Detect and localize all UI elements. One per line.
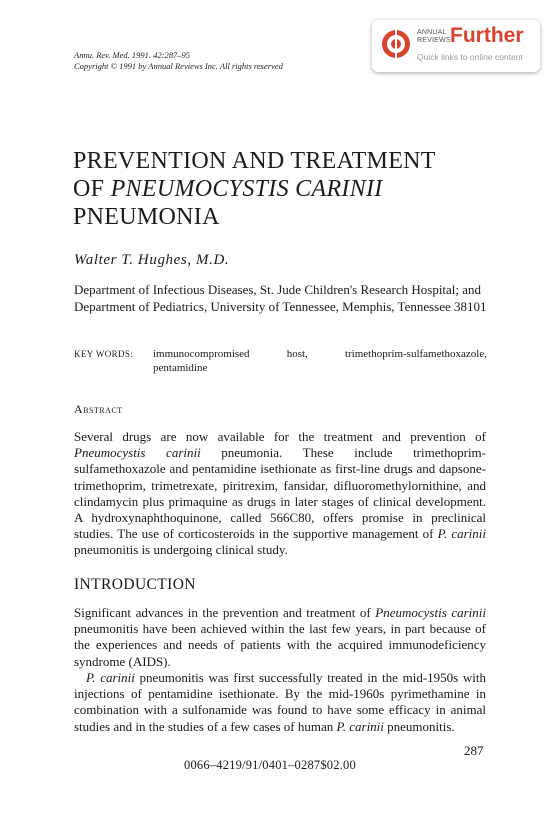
abstract-text: Several drugs are now available for the treatment and prevention of Pneumocystis carinii pneumonia. These include trimethoprim-sulfamethoxazole and pentamidine isethionate as first-line drugs and dapsone-trimethoprim, trimetrexate, piritrexim, fansidar, difluoromethylornithine, and clindamycin plus primaquine as drugs in later stages of clinical development. A hydroxynaphthoquinone, called 566C80, offers promise in preclinical studies. The use of corticosteroids in the supportive management of P. carinii pneumonitis is undergoing clinical study. xyxy=(74,429,486,558)
badge-tagline: Quick links to online content xyxy=(417,52,523,62)
introduction-heading: INTRODUCTION xyxy=(74,576,196,593)
further-badge[interactable] xyxy=(372,20,540,72)
article-code: 0066–4219/91/0401–0287$02.00 xyxy=(184,758,356,772)
badge-further-word: Further xyxy=(450,24,524,47)
keywords-line-1: immunocompromised host, trimethoprim-sulfamethoxazole, xyxy=(153,348,487,360)
page-number: 287 xyxy=(464,743,484,758)
abstract-heading: Abstract xyxy=(74,402,123,416)
intro-paragraph-1: Significant advances in the prevention and treatment of Pneumocystis carinii pneumonitis have been achieved within the last few years, in part because of the experiences and needs of patients with the acquired immunodeficiency syndrome (AIDS). xyxy=(74,605,486,669)
copyright-line: Copyright © 1991 by Annual Reviews Inc. All rights reserved xyxy=(74,61,283,71)
journal-citation: Annu. Rev. Med. 1991. 42:287–95 xyxy=(74,50,190,60)
annual-reviews-logo-icon xyxy=(381,29,411,59)
affiliation: Department of Infectious Diseases, St. Jude Children's Research Hospital; and Department of Pediatrics, University of Tennessee, Memphis, Tennessee 38101 xyxy=(74,282,487,314)
author-name: Walter T. Hughes, M.D. xyxy=(74,252,230,268)
keywords-label: KEY WORDS: xyxy=(74,349,134,359)
intro-paragraph-2: P. carinii pneumonitis was first successfully treated in the mid-1950s with injections of pentamidine isethionate. By the mid-1960s pyrimethamine in combination with a sulfonamide was found to have some efficacy in animal studies and in the studies of a few cases of human P. carinii pneumonitis. xyxy=(74,670,486,734)
badge-brand: ANNUAL REVIEWS xyxy=(417,29,451,44)
article-title: PREVENTION AND TREATMENT OF PNEUMOCYSTIS CARINII PNEUMONIA xyxy=(73,148,436,230)
keywords-line-2: pentamidine xyxy=(153,362,208,374)
